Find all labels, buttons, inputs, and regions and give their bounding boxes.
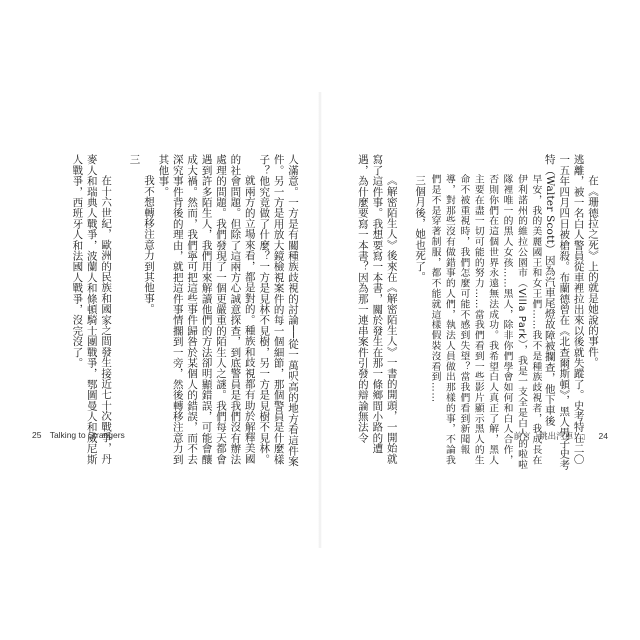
- right-paragraph-3: 三個月後，她也死了。: [414, 175, 427, 282]
- right-paragraph-2: 逃離，被一名白人警員從車裡拉出來以後就失蹤了。史考特在二〇一五年四月四日被槍殺。布蘭德曾在《北查爾斯頓》，黑人男子史考特（Walter Scott）因為汽車尾燈故障被攔查，他下車後: [543, 154, 585, 470]
- left-paragraph-3: 我不想轉移注意力到其他事。: [142, 175, 155, 315]
- section-mark: 三: [128, 154, 141, 165]
- block-quote: 早安，我的美麗國王和女王們……我不是種族歧視者，我成長在伊利諾州的維拉公園市（Villa Park），我是一支全是白人的啦啦隊裡唯一的黑人女孩……黑人，除非你們學會如何和白人合作，否則你們在這個世界永遠無法成功。我希望白人真正了解，黑人主要在盡一切可能的努力……當我們看到一些影片顯示黑人的生命不被重視時，我們怎麼可能不感到失望？當我們看到新聞報導，對那些沒有做錯事的人們，執法人員做出那樣的事，不論我們是不是穿著制服，都不能就這樣假裝沒看到……: [429, 173, 542, 470]
- right-page-text: [350, 154, 600, 474]
- right-paragraph-1: 在《珊德拉之死》上的就是她說的事件。: [587, 175, 599, 368]
- book-spread: [22, 92, 618, 548]
- right-page-number: 24: [598, 431, 608, 441]
- left-folio: [32, 430, 125, 440]
- right-folio: [514, 430, 608, 442]
- left-running-title: Talking to Strangers: [49, 430, 125, 440]
- left-page-text: [44, 154, 300, 474]
- left-paragraph-2: 就兩方的立場來看，都是對的。種族和歧視都有助於解釋美國的社會問題。但除了這兩方心誠意探查，到底警員是我們沒有辦法處理的問題。我們發現了一個更嚴重的陌生人之謎。我們每天都會遇到許多陌生人，我們用來解讀他們的方法卻明顯錯誤，可能會釀成大禍。然而，我們寧可把這些事件歸咎於某個人的錯誤，而不去深究事件背後的理由，就把這件事情擱到一旁，然後轉移注意力到其他事。: [157, 154, 256, 465]
- left-page: [22, 92, 320, 548]
- left-paragraph-4: 在十六世紀，歐洲的民族和國家之間發生接近七十次戰爭，丹麥人和瑞典人戰爭，波蘭人和條頓騎士團戰爭，鄂圖曼人和威尼斯人戰爭，西班牙人和法國人戰爭，沒完沒了。: [71, 154, 113, 465]
- right-paragraph-4: 《解密陌生人》後來在《解密陌生人》一書的開頭，一開始就寫了這件事。我想要寫一本書，關於發生在那一條鄉間小路的遭遇，為什麼要寫一本書？因為那一連串案件引發的辯論無法令: [356, 154, 398, 464]
- right-page: [320, 92, 618, 548]
- left-page-number: 25: [32, 430, 42, 440]
- right-running-title: 前言「跳出汽車！」: [513, 431, 591, 441]
- left-paragraph-1: 人滿意。一方是有關種族歧視的討論──從一萬呎高的地方看這件案件。另一方是用放大鏡檢視案件的每一個細節，那個警員是什麼樣子？他究竟做了什麼？一方是見林不見樹，另一方是見樹不見林。: [258, 154, 299, 467]
